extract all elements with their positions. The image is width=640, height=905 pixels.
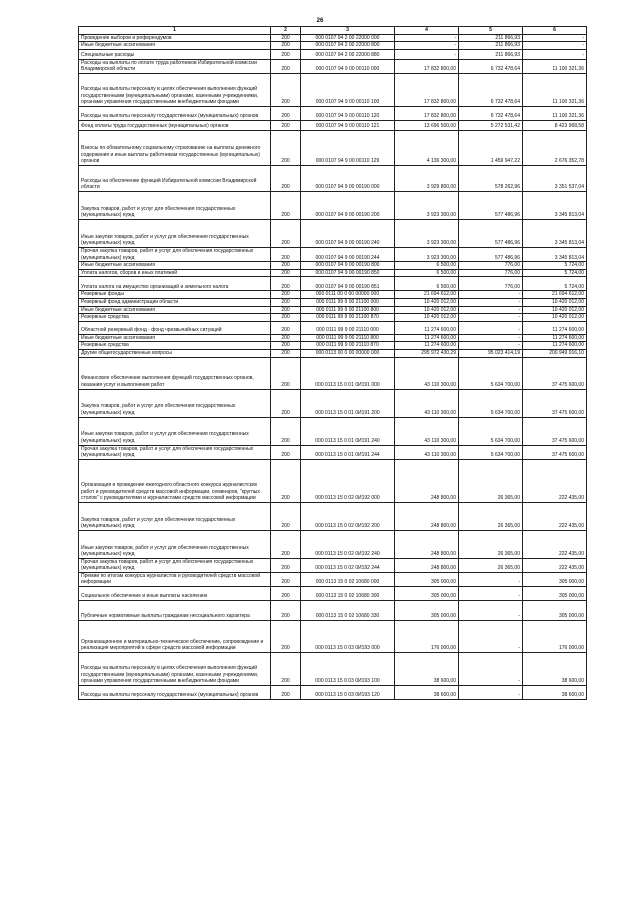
row-kbk-cell: 000 0113 15 0 01 0И191 244	[301, 445, 395, 459]
row-executed-cell: 211 866,93	[459, 42, 523, 50]
table-row	[79, 42, 587, 50]
table-row	[79, 357, 587, 389]
table-row	[79, 120, 587, 130]
row-unexecuted-cell: 11 100 321,36	[523, 59, 587, 73]
row-executed-cell: -	[459, 306, 523, 314]
row-code-cell: 200	[271, 621, 301, 653]
table-row	[79, 291, 587, 299]
row-executed-cell: 776,00	[459, 262, 523, 270]
table-row	[79, 298, 587, 306]
row-unexecuted-cell: 37 475 600,00	[523, 445, 587, 459]
row-approved-cell: 38 600,00	[395, 686, 459, 700]
table-row	[79, 191, 587, 219]
page-number: 26	[316, 18, 324, 24]
row-code-cell: 200	[271, 120, 301, 130]
row-name-cell: Организация и проведение ежегодного областного конкурса журналистских работ и руководителей средств массовой информации, семинаров, "круглых столов" с руководителями и журналистами средств массовой информации	[79, 459, 271, 502]
row-executed-cell: -	[459, 321, 523, 334]
table-row	[79, 269, 587, 277]
row-unexecuted-cell: 11 100 321,36	[523, 106, 587, 120]
budget-execution-table	[78, 26, 587, 700]
row-executed-cell: 5 634 700,00	[459, 389, 523, 417]
row-approved-cell: 43 110 300,00	[395, 445, 459, 459]
table-row	[79, 306, 587, 314]
row-code-cell: 200	[271, 106, 301, 120]
row-executed-cell: -	[459, 298, 523, 306]
row-unexecuted-cell: 10 420 012,00	[523, 306, 587, 314]
table-row	[79, 389, 587, 417]
row-approved-cell: 17 832 800,00	[395, 59, 459, 73]
row-executed-cell: 1 459 947,22	[459, 130, 523, 165]
row-kbk-cell: 000 0113 15 0 03 0И193 100	[301, 653, 395, 686]
row-unexecuted-cell: 3 345 813,04	[523, 219, 587, 247]
row-name-cell: Финансовое обеспечение выполнения функций государственных органов, оказания услуг и выполнения работ	[79, 357, 271, 389]
row-name-cell: Закупка товаров, работ и услуг для обеспечения государственных (муниципальных) нужд	[79, 502, 271, 530]
table-row	[79, 502, 587, 530]
row-executed-cell: -	[459, 601, 523, 621]
table-row	[79, 601, 587, 621]
row-code-cell: 200	[271, 59, 301, 73]
table-row	[79, 686, 587, 700]
row-name-cell: Публичные нормативные выплаты гражданам несоциального характера	[79, 601, 271, 621]
row-name-cell: Специальные расходы	[79, 49, 271, 59]
row-unexecuted-cell: 11 274 600,00	[523, 342, 587, 350]
row-code-cell: 200	[271, 601, 301, 621]
row-executed-cell: 578 262,96	[459, 165, 523, 191]
table-row	[79, 459, 587, 502]
row-approved-cell: 305 000,00	[395, 601, 459, 621]
row-name-cell: Прочая закупка товаров, работ и услуг для обеспечения государственных (муниципальных) нужд	[79, 558, 271, 572]
row-unexecuted-cell: 21 694 612,00	[523, 291, 587, 299]
row-unexecuted-cell: 37 475 600,00	[523, 357, 587, 389]
row-name-cell: Расходы на выплаты персоналу государственных (муниципальных) органов	[79, 686, 271, 700]
row-name-cell: Расходы на выплаты персоналу в целях обеспечения выполнения функций государственными (муниципальными) органами, казенными учреждениями, органами управления государственными внебюджетными фондами	[79, 653, 271, 686]
row-kbk-cell: 000 0113 15 0 03 0И193 120	[301, 686, 395, 700]
row-executed-cell: -	[459, 342, 523, 350]
row-unexecuted-cell: 3 345 813,04	[523, 247, 587, 261]
row-unexecuted-cell: 37 475 600,00	[523, 389, 587, 417]
row-executed-cell: 776,00	[459, 277, 523, 291]
row-executed-cell: 6 732 478,64	[459, 73, 523, 106]
table-row	[79, 314, 587, 322]
row-unexecuted-cell: 11 274 600,00	[523, 334, 587, 342]
row-executed-cell: 95 023 414,19	[459, 349, 523, 357]
row-code-cell: 200	[271, 502, 301, 530]
table-row	[79, 130, 587, 165]
row-executed-cell: -	[459, 587, 523, 601]
table-row	[79, 558, 587, 572]
row-unexecuted-cell: 38 600,00	[523, 686, 587, 700]
row-name-cell: Иные бюджетные ассигнования	[79, 334, 271, 342]
table-row	[79, 587, 587, 601]
row-unexecuted-cell: -	[523, 34, 587, 42]
row-name-cell: Уплата налогов, сборов и иных платежей	[79, 269, 271, 277]
row-executed-cell: 26 365,00	[459, 530, 523, 558]
row-code-cell: 200	[271, 277, 301, 291]
table-row	[79, 334, 587, 342]
column-header-1: 1	[79, 27, 271, 35]
row-code-cell: 200	[271, 49, 301, 59]
table-row	[79, 321, 587, 334]
row-code-cell: 200	[271, 417, 301, 445]
row-executed-cell: 211 866,93	[459, 49, 523, 59]
row-approved-cell: 10 420 012,00	[395, 306, 459, 314]
row-kbk-cell: 000 0113 15 0 02 0И192 000	[301, 459, 395, 502]
row-kbk-cell: 000 0111 99 9 00 21110 000	[301, 321, 395, 334]
row-approved-cell: 3 929 800,00	[395, 165, 459, 191]
row-code-cell: 200	[271, 389, 301, 417]
row-unexecuted-cell: -	[523, 49, 587, 59]
row-approved-cell: 248 800,00	[395, 502, 459, 530]
row-name-cell: Иные бюджетные ассигнования	[79, 42, 271, 50]
row-unexecuted-cell: 222 435,00	[523, 459, 587, 502]
row-executed-cell: 776,00	[459, 269, 523, 277]
row-kbk-cell: 000 0113 15 0 02 10680 300	[301, 587, 395, 601]
row-kbk-cell: 000 0107 94 9 00 00110 120	[301, 106, 395, 120]
row-code-cell: 200	[271, 459, 301, 502]
row-approved-cell: 11 274 600,00	[395, 334, 459, 342]
row-approved-cell: 13 696 500,00	[395, 120, 459, 130]
row-executed-cell: 577 486,96	[459, 219, 523, 247]
row-executed-cell: 211 866,93	[459, 34, 523, 42]
row-unexecuted-cell: 8 423 968,58	[523, 120, 587, 130]
row-approved-cell: 4 136 300,00	[395, 130, 459, 165]
row-approved-cell: 305 000,00	[395, 572, 459, 586]
row-name-cell: Резервные средства	[79, 314, 271, 322]
row-unexecuted-cell: 38 600,00	[523, 653, 587, 686]
row-approved-cell: 3 923 300,00	[395, 247, 459, 261]
row-kbk-cell: 000 0107 94 9 00 00190 200	[301, 191, 395, 219]
table-row	[79, 445, 587, 459]
row-approved-cell: 176 000,00	[395, 621, 459, 653]
row-code-cell: 200	[271, 219, 301, 247]
row-name-cell: Фонд оплаты труда государственных (муниципальных) органов	[79, 120, 271, 130]
row-code-cell: 200	[271, 558, 301, 572]
row-kbk-cell: 000 0113 15 0 01 0И191 200	[301, 389, 395, 417]
row-name-cell: Взносы по обязательному социальному страхованию на выплаты денежного содержания и иные выплаты работникам государственных (муниципальных) органов	[79, 130, 271, 165]
table-row	[79, 277, 587, 291]
row-unexecuted-cell: 11 100 321,36	[523, 73, 587, 106]
row-code-cell: 200	[271, 342, 301, 350]
row-kbk-cell: 000 0107 94 2 00 22000 880	[301, 49, 395, 59]
row-unexecuted-cell: 11 274 600,00	[523, 321, 587, 334]
row-name-cell: Иные бюджетные ассигнования	[79, 306, 271, 314]
row-executed-cell: 577 486,96	[459, 247, 523, 261]
row-approved-cell: 248 800,00	[395, 558, 459, 572]
row-code-cell: 200	[271, 42, 301, 50]
row-code-cell: 200	[271, 572, 301, 586]
row-unexecuted-cell: 3 345 813,04	[523, 191, 587, 219]
row-approved-cell: 10 420 012,00	[395, 314, 459, 322]
row-code-cell: 200	[271, 653, 301, 686]
row-kbk-cell: 000 0107 94 2 00 22000 800	[301, 42, 395, 50]
table-row	[79, 530, 587, 558]
row-code-cell: 200	[271, 306, 301, 314]
row-executed-cell: 6 732 478,64	[459, 106, 523, 120]
row-executed-cell: 5 634 700,00	[459, 357, 523, 389]
row-approved-cell: 43 110 300,00	[395, 417, 459, 445]
table-row	[79, 219, 587, 247]
column-number-header-row	[79, 27, 587, 35]
row-executed-cell: 26 365,00	[459, 459, 523, 502]
row-code-cell: 200	[271, 191, 301, 219]
row-name-cell: Расходы на выплаты персоналу в целях обеспечения выполнения функций государственными (муниципальными) органами, казенными учреждениями, органами управления государственными внебюджетными фондами	[79, 73, 271, 106]
row-code-cell: 200	[271, 530, 301, 558]
row-executed-cell: 577 486,96	[459, 191, 523, 219]
row-name-cell: Областной резервный фонд - фонд чрезвычайных ситуаций	[79, 321, 271, 334]
row-approved-cell: 11 274 600,00	[395, 321, 459, 334]
row-executed-cell: -	[459, 314, 523, 322]
row-name-cell: Расходы на обеспечение функций Избирательной комиссии Владимирской области	[79, 165, 271, 191]
row-name-cell: Резервные фонды	[79, 291, 271, 299]
row-approved-cell: 17 832 800,00	[395, 73, 459, 106]
row-name-cell: Уплата налога на имущество организаций и земельного налога	[79, 277, 271, 291]
row-kbk-cell: 000 0111 99 9 00 21100 000	[301, 298, 395, 306]
row-kbk-cell: 000 0113 15 0 02 10680 000	[301, 572, 395, 586]
row-unexecuted-cell: -	[523, 42, 587, 50]
row-kbk-cell: 000 0107 94 9 00 00190 800	[301, 262, 395, 270]
row-unexecuted-cell: 37 475 600,00	[523, 417, 587, 445]
table-row	[79, 34, 587, 42]
row-name-cell: Прочая закупка товаров, работ и услуг для обеспечения государственных (муниципальных) нужд	[79, 247, 271, 261]
row-kbk-cell: 000 0113 15 0 02 0И192 200	[301, 502, 395, 530]
table-row	[79, 73, 587, 106]
row-unexecuted-cell: 222 435,00	[523, 502, 587, 530]
row-kbk-cell: 000 0111 00 0 00 00000 000	[301, 291, 395, 299]
row-executed-cell: -	[459, 653, 523, 686]
table-row	[79, 417, 587, 445]
row-approved-cell: 305 000,00	[395, 587, 459, 601]
row-code-cell: 200	[271, 349, 301, 357]
row-kbk-cell: 000 0111 99 9 00 21110 870	[301, 342, 395, 350]
row-approved-cell: 3 923 300,00	[395, 191, 459, 219]
row-name-cell: Премии по итогам конкурса журналистов и руководителей средств массовой информации	[79, 572, 271, 586]
table-row	[79, 262, 587, 270]
row-name-cell: Расходы на выплаты по оплате труда работников Избирательной комиссии Владимирской области	[79, 59, 271, 73]
row-approved-cell: 6 500,00	[395, 277, 459, 291]
row-unexecuted-cell: 3 351 537,04	[523, 165, 587, 191]
row-name-cell: Иные закупки товаров, работ и услуг для обеспечения государственных (муниципальных) нужд	[79, 417, 271, 445]
row-approved-cell: 10 420 012,00	[395, 298, 459, 306]
row-unexecuted-cell: 5 724,00	[523, 262, 587, 270]
row-kbk-cell: 000 0111 99 9 00 21110 800	[301, 334, 395, 342]
table-row	[79, 349, 587, 357]
row-unexecuted-cell: 222 435,00	[523, 558, 587, 572]
row-approved-cell: -	[395, 42, 459, 50]
row-code-cell: 200	[271, 73, 301, 106]
row-kbk-cell: 000 0107 94 9 00 00110 000	[301, 59, 395, 73]
table-row	[79, 572, 587, 586]
table-row	[79, 59, 587, 73]
row-code-cell: 200	[271, 262, 301, 270]
row-executed-cell: -	[459, 334, 523, 342]
row-approved-cell: -	[395, 49, 459, 59]
row-kbk-cell: 000 0107 94 9 00 00110 129	[301, 130, 395, 165]
row-approved-cell: 248 800,00	[395, 459, 459, 502]
row-code-cell: 200	[271, 334, 301, 342]
column-header-6: 6	[523, 27, 587, 35]
row-code-cell: 200	[271, 587, 301, 601]
row-name-cell: Социальное обеспечение и иные выплаты населению	[79, 587, 271, 601]
row-code-cell: 200	[271, 34, 301, 42]
row-unexecuted-cell: 5 724,00	[523, 269, 587, 277]
row-code-cell: 200	[271, 445, 301, 459]
row-approved-cell: 3 923 300,00	[395, 219, 459, 247]
row-name-cell: Резервный фонд администрации области	[79, 298, 271, 306]
row-unexecuted-cell: 305 000,00	[523, 587, 587, 601]
row-executed-cell: 5 634 700,00	[459, 445, 523, 459]
row-unexecuted-cell: 222 435,00	[523, 530, 587, 558]
table-row	[79, 165, 587, 191]
column-header-3: 3	[301, 27, 395, 35]
row-unexecuted-cell: 200 949 016,10	[523, 349, 587, 357]
row-kbk-cell: 000 0113 15 0 03 0И193 000	[301, 621, 395, 653]
row-name-cell: Закупка товаров, работ и услуг для обеспечения государственных (муниципальных) нужд	[79, 389, 271, 417]
row-executed-cell: 26 365,00	[459, 502, 523, 530]
row-executed-cell: -	[459, 572, 523, 586]
row-kbk-cell: 000 0107 94 9 00 00190 240	[301, 219, 395, 247]
row-approved-cell: 6 500,00	[395, 269, 459, 277]
table-row	[79, 621, 587, 653]
row-approved-cell: 43 110 300,00	[395, 389, 459, 417]
column-header-5: 5	[459, 27, 523, 35]
row-approved-cell: 38 600,00	[395, 653, 459, 686]
row-name-cell: Иные бюджетные ассигнования	[79, 262, 271, 270]
row-code-cell: 200	[271, 247, 301, 261]
row-name-cell: Закупка товаров, работ и услуг для обеспечения государственных (муниципальных) нужд	[79, 191, 271, 219]
row-unexecuted-cell: 5 724,00	[523, 277, 587, 291]
row-name-cell: Другие общегосударственные вопросы	[79, 349, 271, 357]
row-approved-cell: -	[395, 34, 459, 42]
row-code-cell: 200	[271, 357, 301, 389]
row-kbk-cell: 000 0113 15 0 02 0И192 244	[301, 558, 395, 572]
table-row	[79, 49, 587, 59]
row-kbk-cell: 000 0107 94 2 00 22000 000	[301, 34, 395, 42]
row-kbk-cell: 000 0113 15 0 01 0И191 240	[301, 417, 395, 445]
row-kbk-cell: 000 0107 94 9 00 00110 121	[301, 120, 395, 130]
row-unexecuted-cell: 176 000,00	[523, 621, 587, 653]
row-executed-cell: 5 272 531,42	[459, 120, 523, 130]
row-kbk-cell: 000 0113 15 0 02 0И192 240	[301, 530, 395, 558]
row-executed-cell: 26 365,00	[459, 558, 523, 572]
row-approved-cell: 11 274 600,00	[395, 342, 459, 350]
row-kbk-cell: 000 0113 00 0 00 00000 000	[301, 349, 395, 357]
row-code-cell: 200	[271, 321, 301, 334]
row-code-cell: 200	[271, 314, 301, 322]
row-code-cell: 200	[271, 269, 301, 277]
row-code-cell: 200	[271, 298, 301, 306]
row-name-cell: Организационное и материально-техническое обеспечение, сопровождение и реализация мероприятий в сфере средств массовой информации	[79, 621, 271, 653]
row-kbk-cell: 000 0107 94 9 00 00190 851	[301, 277, 395, 291]
column-header-4: 4	[395, 27, 459, 35]
table-row	[79, 247, 587, 261]
row-kbk-cell: 000 0107 94 9 00 00190 000	[301, 165, 395, 191]
table-row	[79, 342, 587, 350]
row-executed-cell: -	[459, 621, 523, 653]
row-name-cell: Иные закупки товаров, работ и услуг для обеспечения государственных (муниципальных) нужд	[79, 219, 271, 247]
row-unexecuted-cell: 305 000,00	[523, 572, 587, 586]
column-header-2: 2	[271, 27, 301, 35]
row-approved-cell: 21 694 612,00	[395, 291, 459, 299]
row-unexecuted-cell: 10 420 012,00	[523, 298, 587, 306]
row-approved-cell: 248 800,00	[395, 530, 459, 558]
row-unexecuted-cell: 305 000,00	[523, 601, 587, 621]
row-code-cell: 200	[271, 686, 301, 700]
table-row	[79, 653, 587, 686]
row-unexecuted-cell: 10 420 012,00	[523, 314, 587, 322]
row-kbk-cell: 000 0111 99 9 00 21100 870	[301, 314, 395, 322]
row-approved-cell: 6 500,00	[395, 262, 459, 270]
row-approved-cell: 17 832 800,00	[395, 106, 459, 120]
row-unexecuted-cell: 2 676 352,78	[523, 130, 587, 165]
table-body	[79, 34, 587, 699]
row-name-cell: Расходы на выплаты персоналу государственных (муниципальных) органов	[79, 106, 271, 120]
row-executed-cell: 5 634 700,00	[459, 417, 523, 445]
table-row	[79, 106, 587, 120]
row-approved-cell: 295 972 430,29	[395, 349, 459, 357]
row-name-cell: Прочая закупка товаров, работ и услуг для обеспечения государственных (муниципальных) нужд	[79, 445, 271, 459]
row-name-cell: Иные закупки товаров, работ и услуг для обеспечения государственных (муниципальных) нужд	[79, 530, 271, 558]
row-kbk-cell: 000 0107 94 9 00 00110 100	[301, 73, 395, 106]
row-kbk-cell: 000 0107 94 9 00 00190 850	[301, 269, 395, 277]
row-code-cell: 200	[271, 291, 301, 299]
row-kbk-cell: 000 0111 99 9 00 21100 800	[301, 306, 395, 314]
row-name-cell: Резервные средства	[79, 342, 271, 350]
row-name-cell: Проведение выборов и референдумов	[79, 34, 271, 42]
row-executed-cell: 6 732 478,64	[459, 59, 523, 73]
row-code-cell: 200	[271, 165, 301, 191]
row-kbk-cell: 000 0113 15 0 01 0И191 000	[301, 357, 395, 389]
row-approved-cell: 43 110 300,00	[395, 357, 459, 389]
row-code-cell: 200	[271, 130, 301, 165]
row-executed-cell: -	[459, 291, 523, 299]
row-kbk-cell: 000 0113 15 0 02 10680 330	[301, 601, 395, 621]
row-executed-cell: -	[459, 686, 523, 700]
row-kbk-cell: 000 0107 94 9 00 00190 244	[301, 247, 395, 261]
